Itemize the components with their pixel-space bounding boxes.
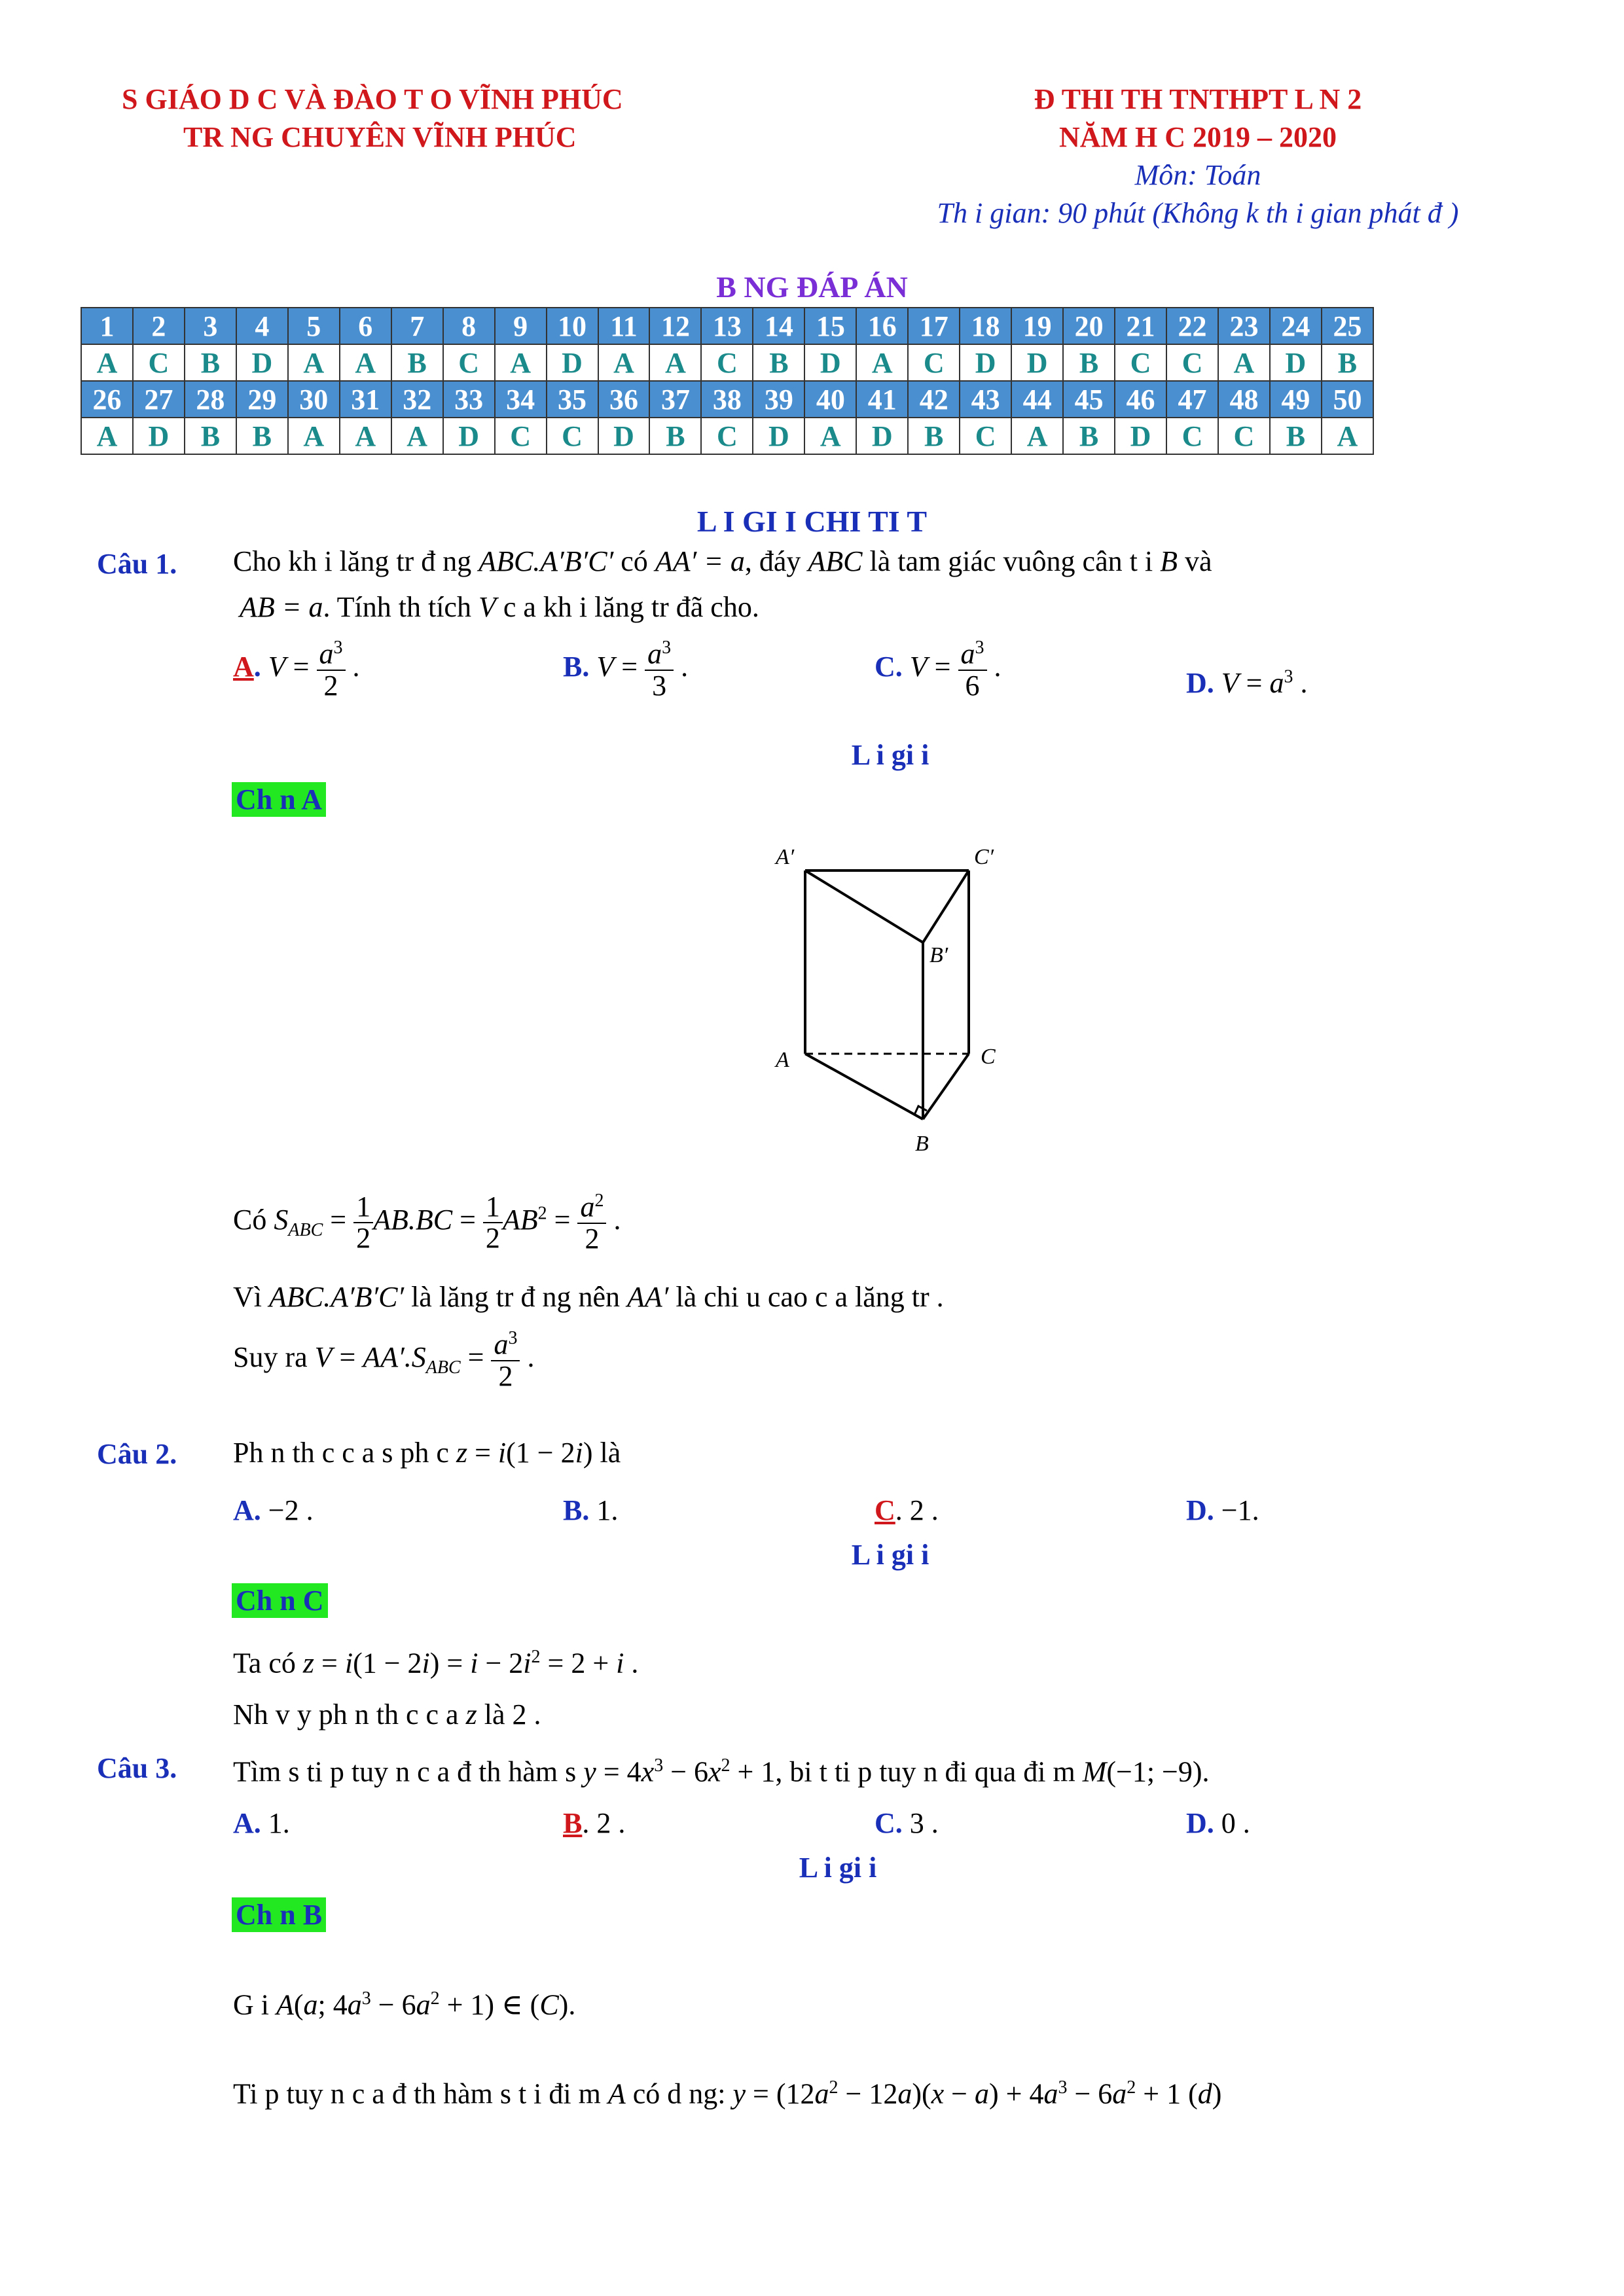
q1-chosen-answer: Ch n A (232, 783, 326, 816)
answer-number-cell-8: 33 (443, 381, 495, 418)
answer-number-cell-14: 14 (753, 308, 804, 344)
answer-number-cell-18: 43 (960, 381, 1011, 418)
q3-text: Tìm s ti p tuy n c a đ th hàm s $y = 4x^3 - 6x^2 + 1$, bi t ti p tuy n đi qua đi m M(−1; −9). (233, 1755, 1210, 1788)
q1-solution-line1: Có $S_{ABC}$ = $\frac{1}{2}$ AB.BC = $\frac{1}{2}$ $AB^2$ = $\frac{a^2}{2}$ . (233, 1190, 621, 1255)
answer-letter-cell-9: A (495, 344, 547, 381)
label-b: B (915, 1132, 929, 1156)
answer-number-cell-23: 23 (1218, 308, 1270, 344)
answer-number-cell-10: 10 (547, 308, 598, 344)
header-school-year: NĂM H C 2019 – 2020 (1058, 121, 1337, 153)
answer-letter-cell-12: A (649, 344, 701, 381)
answer-letter-cell-18: C (960, 418, 1011, 454)
answer-number-cell-11: 11 (598, 308, 650, 344)
answer-number-cell-1: 1 (81, 308, 133, 344)
answer-number-cell-13: 38 (701, 381, 753, 418)
answer-letter-cell-14: D (753, 418, 804, 454)
answer-letter-cell-4: D (236, 344, 288, 381)
answer-letter-cell-5: A (288, 418, 340, 454)
q2-solution-title: L i gi i (851, 1539, 929, 1571)
q3-solution-title: L i gi i (799, 1852, 877, 1884)
answer-number-cell-3: 28 (185, 381, 236, 418)
answer-row-letters-1 (81, 344, 1373, 381)
answer-letter-cell-10: C (547, 418, 598, 454)
q1-solution-line2: Vì ABC.A′B′C′ là lăng tr đ ng nên AA′ là chi u cao c a lăng tr . (233, 1281, 944, 1313)
q1-solution-line3: Suy ra $V = AA'.S_{ABC}$ = $\frac{a^3}{2}$ . (233, 1328, 535, 1392)
q3-chosen-answer: Ch n B (232, 1898, 326, 1931)
answer-letter-cell-3: B (185, 344, 236, 381)
answer-number-cell-13: 13 (701, 308, 753, 344)
answer-letter-cell-4: B (236, 418, 288, 454)
q1-option-c[interactable]: C. V = $\frac{a^3}{6}$ . (875, 637, 1001, 702)
q3-solution-line1: G i A(a; $4a^3 - 6a^2 + 1$) ∈ (C). (233, 1988, 576, 2021)
answer-letter-cell-7: A (391, 418, 443, 454)
answer-number-cell-9: 34 (495, 381, 547, 418)
answer-letter-cell-2: C (133, 344, 185, 381)
answer-number-cell-15: 40 (804, 381, 856, 418)
answer-number-cell-20: 20 (1063, 308, 1115, 344)
answer-number-cell-10: 35 (547, 381, 598, 418)
answer-number-cell-25: 50 (1322, 381, 1373, 418)
answer-table (81, 307, 1374, 455)
answer-letter-cell-1: A (81, 344, 133, 381)
answer-letter-cell-17: C (908, 344, 960, 381)
q2-solution-line1: Ta có $z = i(1 - 2i) = i - 2i^2 = 2 + i$ . (233, 1647, 639, 1679)
section-title: L I GI I CHI TI T (696, 505, 928, 538)
answer-number-cell-11: 36 (598, 381, 650, 418)
answer-letter-cell-20: B (1063, 418, 1115, 454)
q2-option-c[interactable]: C. 2 . (875, 1494, 939, 1526)
answer-letter-cell-15: D (804, 344, 856, 381)
answer-number-cell-23: 48 (1218, 381, 1270, 418)
answer-number-cell-17: 17 (908, 308, 960, 344)
answer-number-cell-6: 6 (340, 308, 391, 344)
answer-letter-cell-18: D (960, 344, 1011, 381)
answer-letter-cell-23: C (1218, 418, 1270, 454)
label-a-prime: A′ (776, 845, 795, 869)
answer-letter-cell-12: B (649, 418, 701, 454)
q1-solution-title: L i gi i (851, 739, 929, 771)
q1-option-b[interactable]: B. V = $\frac{a^3}{3}$ . (563, 637, 689, 702)
answer-letter-cell-6: A (340, 418, 391, 454)
answer-number-cell-7: 7 (391, 308, 443, 344)
answer-row-numbers-2 (81, 381, 1373, 418)
answer-letter-cell-8: C (443, 344, 495, 381)
label-b-prime: B′ (929, 943, 948, 967)
answer-number-cell-22: 22 (1166, 308, 1218, 344)
answer-letter-cell-24: B (1270, 418, 1322, 454)
answer-letter-cell-13: C (701, 344, 753, 381)
q2-option-d[interactable]: D. −1. (1186, 1494, 1259, 1526)
header-department: S GIÁO D C VÀ ĐÀO T O VĨNH PHÚC (122, 83, 623, 115)
q2-text: Ph n th c c a s ph c z = i(1 − 2i) là (233, 1437, 621, 1469)
q2-chosen-answer: Ch n C (232, 1584, 328, 1617)
q2-solution-line2: Nh v y ph n th c c a z là 2 . (233, 1698, 541, 1731)
q3-option-a[interactable]: A. 1. (233, 1807, 290, 1839)
q3-solution-line2: Ti p tuy n c a đ th hàm s t i đi m A có d ng: $y = (12a^2 - 12a)(x - a) + 4a^3 - 6a^2 + 1$ (d) (233, 2077, 1222, 2110)
answer-number-cell-18: 18 (960, 308, 1011, 344)
q1-text-line1: Cho kh i lăng tr đ ng ABC.A′B′C′ có AA′ = a, đáy ABC là tam giác vuông cân t i B và (233, 545, 1212, 577)
answer-letter-cell-24: D (1270, 344, 1322, 381)
answer-letter-cell-14: B (753, 344, 804, 381)
answer-number-cell-17: 42 (908, 381, 960, 418)
answer-letter-cell-7: B (391, 344, 443, 381)
answer-letter-cell-17: B (908, 418, 960, 454)
answer-number-cell-19: 44 (1011, 381, 1063, 418)
label-c-prime: C′ (974, 845, 994, 869)
answer-letter-cell-23: A (1218, 344, 1270, 381)
answer-row-numbers-1 (81, 308, 1373, 344)
prism-figure (753, 838, 1028, 1165)
header-subject: Môn: Toán (1134, 159, 1261, 191)
answer-number-cell-16: 16 (856, 308, 908, 344)
answer-number-cell-24: 24 (1270, 308, 1322, 344)
answer-letter-cell-19: A (1011, 418, 1063, 454)
answer-number-cell-25: 25 (1322, 308, 1373, 344)
answer-letter-cell-16: D (856, 418, 908, 454)
answer-number-cell-8: 8 (443, 308, 495, 344)
answer-letter-cell-2: D (133, 418, 185, 454)
answer-number-cell-1: 26 (81, 381, 133, 418)
answer-number-cell-15: 15 (804, 308, 856, 344)
q3-option-c[interactable]: C. 3 . (875, 1807, 939, 1839)
answer-number-cell-4: 4 (236, 308, 288, 344)
header-exam-title: Đ THI TH TNTHPT L N 2 (1034, 83, 1362, 115)
answer-number-cell-5: 5 (288, 308, 340, 344)
answer-letter-cell-11: D (598, 418, 650, 454)
answer-number-cell-16: 41 (856, 381, 908, 418)
answer-number-cell-6: 31 (340, 381, 391, 418)
q1-option-a[interactable]: A. V = $\frac{a^3}{2}$ . (233, 637, 360, 702)
answer-table-title: B NG ĐÁP ÁN (716, 270, 908, 304)
answer-number-cell-2: 2 (133, 308, 185, 344)
answer-number-cell-12: 37 (649, 381, 701, 418)
answer-letter-cell-15: A (804, 418, 856, 454)
answer-letter-cell-21: C (1115, 344, 1166, 381)
answer-letter-cell-16: A (856, 344, 908, 381)
answer-number-cell-22: 47 (1166, 381, 1218, 418)
answer-letter-cell-19: D (1011, 344, 1063, 381)
answer-number-cell-3: 3 (185, 308, 236, 344)
answer-letter-cell-22: C (1166, 344, 1218, 381)
answer-letter-cell-21: D (1115, 418, 1166, 454)
answer-letter-cell-25: A (1322, 418, 1373, 454)
header-school: TR NG CHUYÊN VĨNH PHÚC (183, 121, 577, 153)
answer-letter-cell-13: C (701, 418, 753, 454)
q2-option-b[interactable]: B. 1. (563, 1494, 619, 1526)
answer-number-cell-7: 32 (391, 381, 443, 418)
answer-number-cell-14: 39 (753, 381, 804, 418)
answer-letter-cell-25: B (1322, 344, 1373, 381)
answer-letter-cell-5: A (288, 344, 340, 381)
answer-letter-cell-9: C (495, 418, 547, 454)
answer-letter-cell-6: A (340, 344, 391, 381)
answer-letter-cell-22: C (1166, 418, 1218, 454)
answer-number-cell-19: 19 (1011, 308, 1063, 344)
q3-option-b[interactable]: B. 2 . (563, 1807, 626, 1839)
q3-option-d[interactable]: D. 0 . (1186, 1807, 1250, 1839)
q1-text-line2: AB = a. Tính th tích V c a kh i lăng tr đã cho. (240, 591, 759, 623)
answer-letter-cell-20: B (1063, 344, 1115, 381)
answer-number-cell-4: 29 (236, 381, 288, 418)
q1-label: Câu 1. (97, 548, 177, 580)
answer-number-cell-21: 46 (1115, 381, 1166, 418)
q2-label: Câu 2. (97, 1438, 177, 1470)
answer-letter-cell-3: B (185, 418, 236, 454)
answer-number-cell-12: 12 (649, 308, 701, 344)
answer-letter-cell-11: A (598, 344, 650, 381)
answer-letter-cell-8: D (443, 418, 495, 454)
answer-letter-cell-1: A (81, 418, 133, 454)
answer-letter-cell-10: D (547, 344, 598, 381)
answer-number-cell-5: 30 (288, 381, 340, 418)
q3-label: Câu 3. (97, 1752, 177, 1784)
answer-number-cell-24: 49 (1270, 381, 1322, 418)
label-c: C (981, 1045, 996, 1069)
answer-number-cell-21: 21 (1115, 308, 1166, 344)
q2-option-a[interactable]: A. −2 . (233, 1494, 314, 1526)
q1-option-d[interactable]: D. $V = a^3$ . (1186, 666, 1308, 699)
answer-number-cell-2: 27 (133, 381, 185, 418)
label-a: A (776, 1048, 789, 1072)
answer-number-cell-9: 9 (495, 308, 547, 344)
answer-number-cell-20: 45 (1063, 381, 1115, 418)
header-time: Th i gian: 90 phút (Không k th i gian phát đ ) (937, 197, 1459, 229)
answer-row-letters-2 (81, 418, 1373, 454)
